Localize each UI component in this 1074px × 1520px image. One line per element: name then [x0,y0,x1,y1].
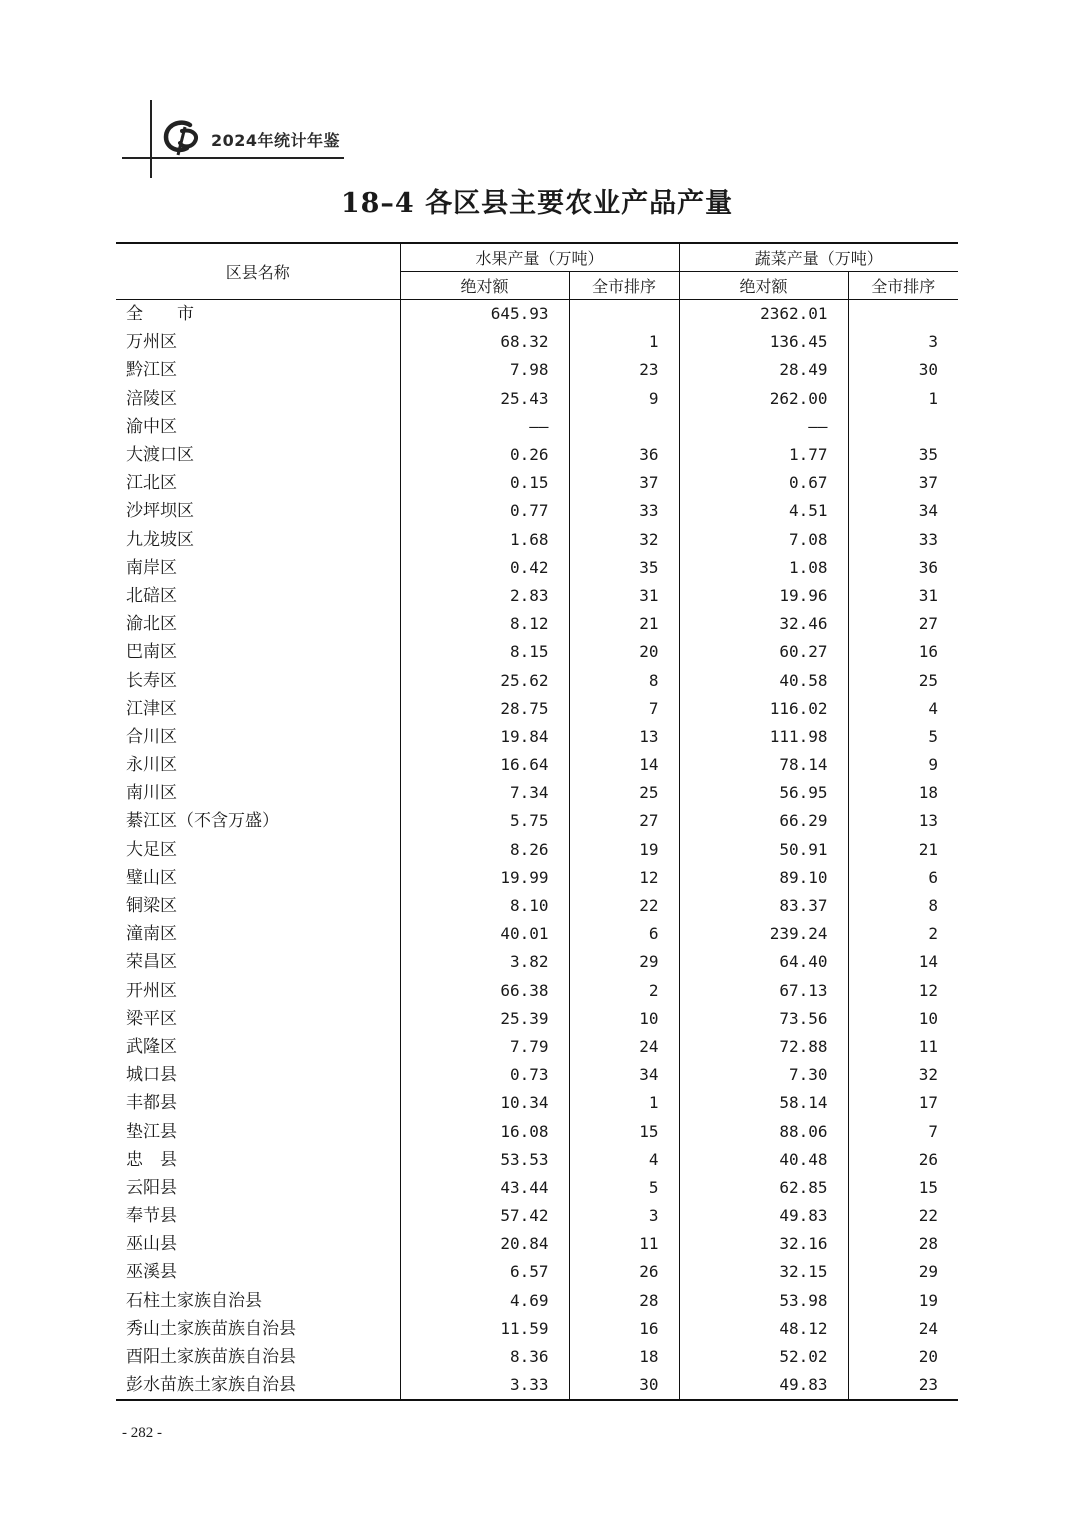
table-row [116,836,958,864]
table-row [116,441,958,469]
fruit-value: 16.64 [400,751,569,779]
table-row [116,526,958,554]
table-row [116,1287,958,1315]
district-name: 忠 县 [116,1146,400,1174]
fruit-rank: 18 [569,1343,679,1371]
veg-rank: 8 [928,896,939,916]
district-name: 长寿区 [116,666,400,694]
table-row [116,638,958,666]
veg-rank: 10 [918,1008,939,1028]
fruit-rank: 34 [569,1061,679,1089]
district-name: 丰都县 [116,1089,400,1117]
table-row [116,723,958,751]
fruit-rank: 3 [569,1202,679,1230]
veg-value: 72.88 [679,1033,848,1061]
fruit-value: 68.32 [400,328,569,356]
veg-value: 66.29 [679,807,848,835]
fruit-rank: 32 [569,526,679,554]
fruit-rank: 6 [569,920,679,948]
fruit-rank: 33 [569,497,679,525]
table-row [116,469,958,497]
fruit-value: 1.68 [400,526,569,554]
table-row [116,356,958,384]
column-header-veg-rank: 全市排序 [848,272,958,300]
table-row [116,1230,958,1258]
table-row [116,413,958,441]
veg-value: 32.15 [679,1258,848,1286]
fruit-rank: 13 [569,723,679,751]
fruit-rank: 21 [569,610,679,638]
district-name: 巴南区 [116,638,400,666]
district-name: 渝中区 [116,413,400,441]
veg-value: 4.51 [679,497,848,525]
fruit-value: 7.34 [400,779,569,807]
district-name: 永川区 [116,751,400,779]
veg-value: 67.13 [679,977,848,1005]
table-row [116,864,958,892]
column-group-fruit: 水果产量（万吨） [400,243,679,272]
fruit-value: 10.34 [400,1089,569,1117]
veg-value: 136.45 [679,328,848,356]
veg-rank: 36 [918,557,939,577]
district-name: 巫山县 [116,1230,400,1258]
fruit-rank: 24 [569,1033,679,1061]
fruit-rank: 1 [569,1089,679,1117]
table-row [116,666,958,694]
district-name: 酉阳土家族苗族自治县 [116,1343,400,1371]
fruit-rank: 28 [569,1287,679,1315]
veg-rank: 19 [918,1290,939,1310]
veg-value: 62.85 [679,1174,848,1202]
fruit-value: 2.83 [400,582,569,610]
district-name: 江津区 [116,695,400,723]
veg-rank: 33 [918,529,939,549]
veg-rank: 18 [918,783,939,803]
fruit-value: 8.26 [400,836,569,864]
table-row [116,1258,958,1286]
fruit-rank: 27 [569,807,679,835]
fruit-rank: 8 [569,666,679,694]
table-row [116,892,958,920]
district-name: 南岸区 [116,554,400,582]
fruit-rank: 12 [569,864,679,892]
district-name: 梁平区 [116,1005,400,1033]
table-row [116,1315,958,1343]
veg-value: 60.27 [679,638,848,666]
district-name: 秀山土家族苗族自治县 [116,1315,400,1343]
fruit-rank [569,413,679,441]
district-name: 大渡口区 [116,441,400,469]
veg-rank: 7 [928,1121,939,1141]
table-row [116,1174,958,1202]
table-row [116,1202,958,1230]
table-row [116,497,958,525]
veg-value: 64.40 [679,948,848,976]
veg-rank: 24 [918,1318,939,1338]
fruit-value: 0.15 [400,469,569,497]
district-name: 巫溪县 [116,1258,400,1286]
veg-rank: 5 [928,726,939,746]
veg-value: 48.12 [679,1315,848,1343]
veg-value: 111.98 [679,723,848,751]
veg-value: 40.58 [679,666,848,694]
table-row [116,554,958,582]
table-row [116,300,958,329]
fruit-value: 53.53 [400,1146,569,1174]
fruit-rank: 4 [569,1146,679,1174]
veg-rank: 12 [918,980,939,1000]
veg-rank: 34 [918,501,939,521]
fruit-value: 7.79 [400,1033,569,1061]
table-row [116,385,958,413]
district-name: 开州区 [116,977,400,1005]
fruit-value: 5.75 [400,807,569,835]
header-horizontal-rule [122,157,344,159]
veg-value: 1.77 [679,441,848,469]
district-name: 云阳县 [116,1174,400,1202]
fruit-rank: 26 [569,1258,679,1286]
veg-value: 262.00 [679,385,848,413]
fruit-rank: 29 [569,948,679,976]
district-name: 渝北区 [116,610,400,638]
veg-value: 52.02 [679,1343,848,1371]
district-name: 彭水苗族土家族自治县 [116,1371,400,1400]
veg-value: 58.14 [679,1089,848,1117]
fruit-value: 645.93 [400,300,569,329]
table-row [116,695,958,723]
fruit-value: 0.73 [400,1061,569,1089]
fruit-rank: 37 [569,469,679,497]
fruit-rank: 30 [569,1371,679,1400]
veg-value: 0.67 [679,469,848,497]
veg-rank: 15 [918,1177,939,1197]
veg-rank: 30 [918,360,939,380]
fruit-value: 19.84 [400,723,569,751]
veg-value: 50.91 [679,836,848,864]
veg-value: 49.83 [679,1202,848,1230]
district-name: 全 市 [116,300,400,329]
table-row [116,1033,958,1061]
veg-value: 83.37 [679,892,848,920]
veg-value: 88.06 [679,1117,848,1145]
district-name: 垫江县 [116,1117,400,1145]
yearbook-header-title: 2024年统计年鉴 [211,131,341,150]
district-name: 石柱土家族自治县 [116,1287,400,1315]
fruit-value: 0.42 [400,554,569,582]
fruit-rank: 36 [569,441,679,469]
veg-value: 32.16 [679,1230,848,1258]
fruit-value: 16.08 [400,1117,569,1145]
table-row [116,582,958,610]
veg-rank: 1 [928,388,939,408]
fruit-rank: 20 [569,638,679,666]
district-name: 璧山区 [116,864,400,892]
veg-value: 53.98 [679,1287,848,1315]
veg-value: 73.56 [679,1005,848,1033]
table-row [116,920,958,948]
veg-rank: 2 [928,924,939,944]
table-row [116,1089,958,1117]
district-name: 荣昌区 [116,948,400,976]
table-row [116,1371,958,1400]
district-name: 江北区 [116,469,400,497]
fruit-value: 28.75 [400,695,569,723]
district-name: 涪陵区 [116,385,400,413]
table-row [116,1343,958,1371]
fruit-rank: 11 [569,1230,679,1258]
fruit-value: 8.12 [400,610,569,638]
fruit-rank: 9 [569,385,679,413]
veg-value: 78.14 [679,751,848,779]
veg-rank: 25 [918,670,939,690]
fruit-value: 6.57 [400,1258,569,1286]
district-name: 铜梁区 [116,892,400,920]
veg-value: 239.24 [679,920,848,948]
fruit-value: 43.44 [400,1174,569,1202]
fruit-rank: 35 [569,554,679,582]
veg-rank: 20 [918,1347,939,1367]
column-header-district: 区县名称 [116,243,400,300]
veg-rank: 27 [918,614,939,634]
veg-value: 28.49 [679,356,848,384]
veg-rank: 32 [918,1065,939,1085]
fruit-rank: 25 [569,779,679,807]
fruit-value: 57.42 [400,1202,569,1230]
veg-value: 56.95 [679,779,848,807]
table-row [116,779,958,807]
district-name: 奉节县 [116,1202,400,1230]
table-row [116,610,958,638]
table-row [116,1061,958,1089]
page-title: 18–4 各区县主要农业产品产量 [340,188,734,219]
column-header-fruit-rank: 全市排序 [569,272,679,300]
veg-value: 7.30 [679,1061,848,1089]
veg-rank: 14 [918,952,939,972]
veg-value: 19.96 [679,582,848,610]
veg-rank: 37 [918,473,939,493]
veg-rank: 22 [918,1206,939,1226]
district-name: 沙坪坝区 [116,497,400,525]
veg-rank: 16 [918,642,939,662]
veg-rank: 21 [918,839,939,859]
column-group-vegetable: 蔬菜产量（万吨） [679,243,958,272]
fruit-value: 8.10 [400,892,569,920]
production-table [116,242,958,1401]
table-body [116,300,958,1401]
district-name: 北碚区 [116,582,400,610]
district-name: 綦江区（不含万盛） [116,807,400,835]
veg-rank: 28 [918,1234,939,1254]
fruit-rank: 7 [569,695,679,723]
veg-rank [848,300,958,329]
fruit-value: 11.59 [400,1315,569,1343]
fruit-rank: 19 [569,836,679,864]
fruit-value: 8.36 [400,1343,569,1371]
veg-value: 89.10 [679,864,848,892]
veg-value: 40.48 [679,1146,848,1174]
fruit-rank: 2 [569,977,679,1005]
veg-rank: 29 [918,1262,939,1282]
production-table-container [116,242,958,1401]
fruit-value: 3.33 [400,1371,569,1400]
district-name: 九龙坡区 [116,526,400,554]
fruit-rank: 16 [569,1315,679,1343]
district-name: 黔江区 [116,356,400,384]
table-row [116,948,958,976]
table-row [116,1117,958,1145]
fruit-value: 4.69 [400,1287,569,1315]
district-name: 武隆区 [116,1033,400,1061]
table-row [116,807,958,835]
veg-rank: 3 [928,332,939,352]
district-name: 合川区 [116,723,400,751]
fruit-value: 25.43 [400,385,569,413]
veg-value: 116.02 [679,695,848,723]
veg-value: 1.08 [679,554,848,582]
fruit-value: 25.39 [400,1005,569,1033]
district-name: 潼南区 [116,920,400,948]
veg-rank: 17 [918,1093,939,1113]
fruit-value: 66.38 [400,977,569,1005]
veg-value: —— [679,413,848,441]
fruit-rank: 10 [569,1005,679,1033]
veg-value: 49.83 [679,1371,848,1400]
fruit-rank: 23 [569,356,679,384]
fruit-value: 7.98 [400,356,569,384]
district-name: 城口县 [116,1061,400,1089]
veg-rank: 9 [928,755,939,775]
veg-rank: 13 [918,811,939,831]
veg-value: 7.08 [679,526,848,554]
fruit-rank: 15 [569,1117,679,1145]
veg-rank: 4 [928,698,939,718]
table-row [116,1146,958,1174]
table-row [116,977,958,1005]
veg-rank: 11 [918,1036,939,1056]
fruit-value: 0.77 [400,497,569,525]
fruit-value: 0.26 [400,441,569,469]
district-name: 南川区 [116,779,400,807]
table-row [116,1005,958,1033]
fruit-value: 8.15 [400,638,569,666]
fruit-value: 19.99 [400,864,569,892]
fruit-rank [569,300,679,329]
header-vertical-rule [150,100,152,178]
table-row [116,751,958,779]
fruit-rank: 14 [569,751,679,779]
veg-rank: 31 [918,585,939,605]
fruit-value: 20.84 [400,1230,569,1258]
fruit-rank: 1 [569,328,679,356]
fruit-rank: 22 [569,892,679,920]
veg-rank: 35 [918,445,939,465]
fruit-value: —— [400,413,569,441]
veg-value: 2362.01 [679,300,848,329]
veg-value: 32.46 [679,610,848,638]
page-number: - 282 - [122,1425,162,1441]
district-name: 大足区 [116,836,400,864]
veg-rank: 26 [918,1149,939,1169]
column-header-fruit-abs: 绝对额 [400,272,569,300]
column-header-veg-abs: 绝对额 [679,272,848,300]
veg-rank [848,413,958,441]
district-name: 万州区 [116,328,400,356]
yearbook-logo-icon [160,117,204,157]
table-row [116,328,958,356]
fruit-value: 25.62 [400,666,569,694]
fruit-rank: 5 [569,1174,679,1202]
fruit-value: 3.82 [400,948,569,976]
fruit-value: 40.01 [400,920,569,948]
fruit-rank: 31 [569,582,679,610]
veg-rank: 6 [928,867,939,887]
veg-rank: 23 [848,1371,958,1400]
